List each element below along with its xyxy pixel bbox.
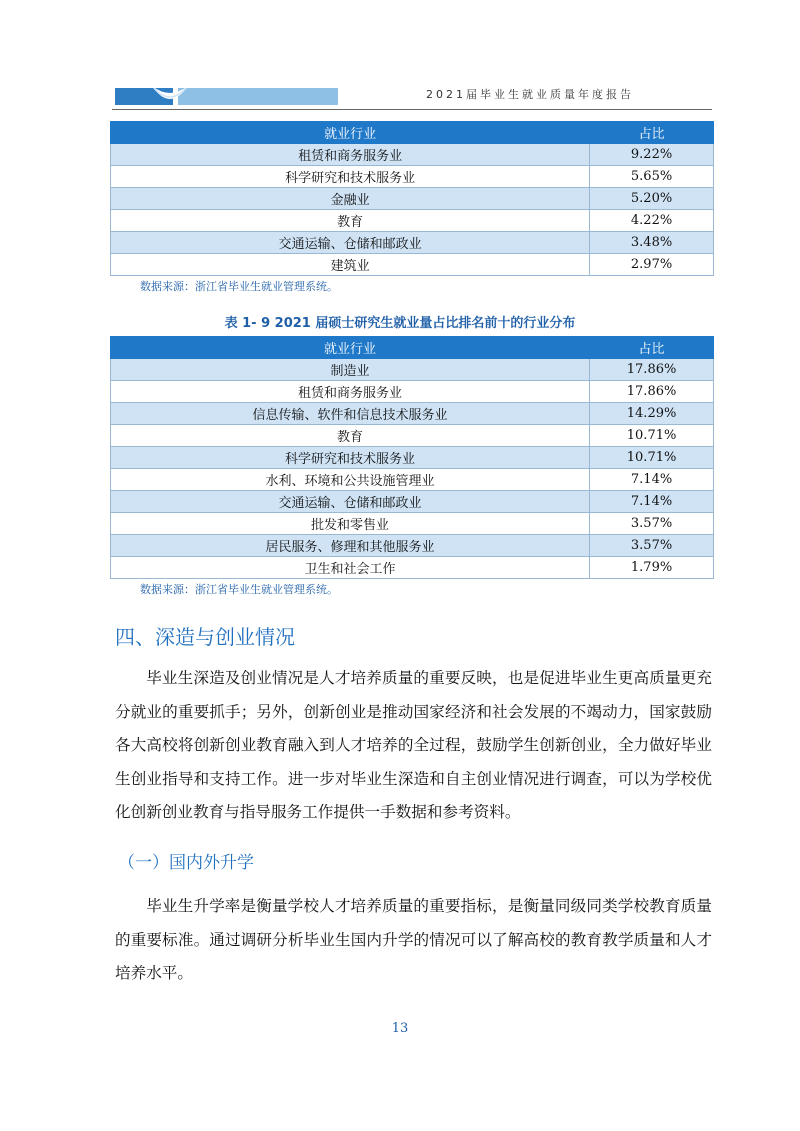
header-divider	[112, 109, 712, 110]
table-header-row	[111, 337, 714, 359]
section-heading: 四、深造与创业情况	[115, 625, 295, 649]
table-row	[111, 232, 714, 254]
cell-industry: 科学研究和技术服务业	[111, 447, 590, 469]
column-header-industry: 就业行业	[111, 337, 590, 359]
table-caption: 表 1- 9 2021 届硕士研究生就业量占比排名前十的行业分布	[224, 316, 576, 331]
table-row	[111, 254, 714, 276]
table-row	[111, 425, 714, 447]
cell-industry: 制造业	[111, 359, 590, 381]
report-title: 2021届毕业生就业质量年度报告	[426, 88, 634, 101]
cell-share: 1.79%	[590, 557, 714, 579]
cell-share: 5.65%	[590, 166, 714, 188]
table-row	[111, 381, 714, 403]
table-row	[111, 469, 714, 491]
cell-industry: 科学研究和技术服务业	[111, 166, 590, 188]
table-row	[111, 513, 714, 535]
cell-industry: 批发和零售业	[111, 513, 590, 535]
column-header-share: 占比	[590, 337, 714, 359]
cell-industry: 租赁和商务服务业	[111, 381, 590, 403]
cell-share: 10.71%	[590, 425, 714, 447]
cell-share: 3.57%	[590, 513, 714, 535]
table-row	[111, 491, 714, 513]
cell-share: 14.29%	[590, 403, 714, 425]
cell-industry: 卫生和社会工作	[111, 557, 590, 579]
cell-industry: 教育	[111, 210, 590, 232]
table-row	[111, 447, 714, 469]
industry-table-continued	[110, 121, 714, 276]
cell-industry: 交通运输、仓储和邮政业	[111, 232, 590, 254]
cell-share: 17.86%	[590, 359, 714, 381]
cell-share: 10.71%	[590, 447, 714, 469]
cell-share: 4.22%	[590, 210, 714, 232]
cell-industry: 信息传输、软件和信息技术服务业	[111, 403, 590, 425]
data-source-note: 数据来源：浙江省毕业生就业管理系统。	[140, 583, 338, 596]
page-number: 13	[391, 1021, 409, 1036]
section-paragraph: 毕业生深造及创业情况是人才培养质量的重要反映，也是促进毕业生更高质量更充分就业的重要抓手；另外，创新创业是推动国家经济和社会发展的不竭动力，国家鼓励各大高校将创新创业教育融入到人才培养的全过程，鼓励学生创新创业，全力做好毕业生创业指导和支持工作。进一步对毕业生深造和自主创业情况进行调查，可以为学校优化创新创业教育与指导服务工作提供一手数据和参考资料。	[115, 669, 712, 822]
table-row	[111, 210, 714, 232]
cell-share: 7.14%	[590, 469, 714, 491]
cell-industry: 金融业	[111, 188, 590, 210]
data-source-note: 数据来源：浙江省毕业生就业管理系统。	[140, 280, 338, 293]
cell-industry: 建筑业	[111, 254, 590, 276]
cell-industry: 教育	[111, 425, 590, 447]
cell-industry: 水利、环境和公共设施管理业	[111, 469, 590, 491]
cell-share: 2.97%	[590, 254, 714, 276]
cell-industry: 交通运输、仓储和邮政业	[111, 491, 590, 513]
subsection-heading: （一）国内外升学	[118, 853, 254, 873]
cell-share: 3.48%	[590, 232, 714, 254]
column-header-share: 占比	[590, 122, 714, 144]
cell-share: 5.20%	[590, 188, 714, 210]
cell-industry: 租赁和商务服务业	[111, 144, 590, 166]
table-row	[111, 188, 714, 210]
subsection-paragraph: 毕业生升学率是衡量学校人才培养质量的重要指标，是衡量同级同类学校教育质量的重要标准。通过调研分析毕业生国内升学的情况可以了解高校的教育教学质量和人才培养水平。	[115, 897, 712, 983]
table-row	[111, 359, 714, 381]
cell-share: 9.22%	[590, 144, 714, 166]
column-header-industry: 就业行业	[111, 122, 590, 144]
industry-table-masters	[110, 336, 714, 579]
table-row	[111, 403, 714, 425]
header-swoosh-icon	[150, 82, 190, 108]
table-row	[111, 166, 714, 188]
cell-share: 7.14%	[590, 491, 714, 513]
header-band-light	[178, 88, 338, 105]
table-row	[111, 557, 714, 579]
table-row	[111, 535, 714, 557]
table-row	[111, 144, 714, 166]
cell-share: 3.57%	[590, 535, 714, 557]
table-header-row	[111, 122, 714, 144]
cell-industry: 居民服务、修理和其他服务业	[111, 535, 590, 557]
cell-share: 17.86%	[590, 381, 714, 403]
